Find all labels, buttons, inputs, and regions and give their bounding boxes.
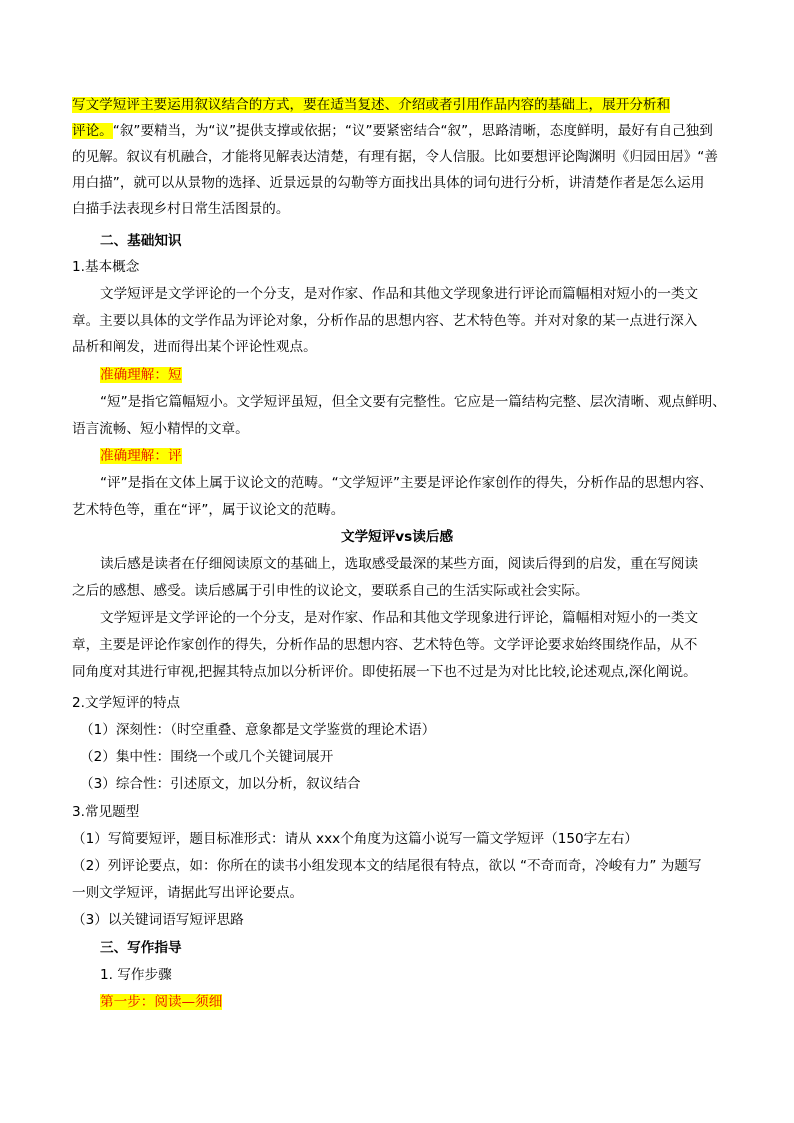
section-heading-basics: 二、基础知识 [100,233,182,249]
dhg-line-1: 读后感是读者在仔细阅读原文的基础上，选取感受最深的某些方面，阅读后得到的启发，重在写阅读 [100,556,699,572]
short-line-1: “短”是指它篇幅短小。文学短评虽短，但全文要有完整性。它应是一篇结构完整、层次清晰、观点鲜明、 [100,394,726,410]
ping-line-2: 艺术特色等，重在“评”，属于议论文的范畴。 [72,502,345,518]
step-1-label: 第一步：阅读—须细 [100,994,223,1010]
dp-line-1: 文学短评是文学评论的一个分支，是对作家、作品和其他文学现象进行评论，篇幅相对短小的一类文 [100,610,699,626]
trait-item-3: （3）综合性：引述原文，加以分析，叙议结合 [80,776,361,792]
intro-line-4: 用白描”，就可以从景物的选择、近景远景的勾勒等方面找出具体的词句进行分析，讲清楚作者是怎么运用 [72,175,705,191]
section-heading-writing-guide: 三、写作指导 [100,940,182,956]
subheading-question-types: 3.常见题型 [72,804,140,820]
concept-line-2: 章。主要以具体的文学作品为评论对象，分析作品的思想内容、艺术特色等。并对对象的某一点进行深入 [72,313,698,329]
concept-line-3: 品析和阐发，进而得出某个评论性观点。 [72,339,317,355]
intro-line-5: 白描手法表现乡村日常生活图景的。 [72,201,290,217]
intro-line-2: 评论。“叙”要精当，为“议”提供支撑或依据；“议”要紧密结合“叙”，思路清晰，态度鲜明，最好有自己独到 [72,123,713,139]
ping-line-1: “评”是指在文体上属于议论文的范畴。“文学短评”主要是评论作家创作的得失，分析作品的思想内容、 [100,475,713,491]
intro-line-1: 写文学短评主要运用叙议结合的方式，要在适当复述、介绍或者引用作品内容的基础上，展开分析和 [72,97,671,113]
label-understand-ping: 准确理解：评 [100,448,182,464]
type-item-1: （1）写简要短评，题目标准形式：请从 xxx个角度为这篇小说写一篇文学短评（150字左右） [72,831,639,847]
label-understand-short: 准确理解：短 [100,367,182,383]
compare-heading: 文学短评vs读后感 [340,529,454,545]
subheading-traits: 2.文学短评的特点 [72,695,181,711]
subheading-basic-concept: 1.基本概念 [72,259,140,275]
concept-line-1: 文学短评是文学评论的一个分支，是对作家、作品和其他文学现象进行评论而篇幅相对短小的一类文 [100,286,699,302]
type-item-2: （2）列评论要点，如：你所在的读书小组发现本文的结尾很有特点，欲以 “不奇而奇，冷峻有力” 为题写 [72,858,702,874]
intro-line-3: 的见解。叙议有机融合，才能将见解表达清楚，有理有据，令人信服。比如要想评论陶渊明《归园田居》“善 [72,149,718,165]
trait-item-1: （1）深刻性：（时空重叠、意象都是文学鉴赏的理论术语） [80,722,436,738]
short-line-2: 语言流畅、短小精悍的文章。 [72,421,249,437]
dhg-line-2: 之后的感想、感受。读后感属于引申性的议论文，要联系自己的生活实际或社会实际。 [72,583,589,599]
type-item-3: （3）以关键词语写短评思路 [72,912,244,928]
type-item-2-cont: 一则文学短评，请据此写出评论要点。 [72,885,304,901]
dp-line-2: 章，主要是评论作家创作的得失，分析作品的思想内容、艺术特色等。文学评论要求始终围绕作品，从不 [72,637,698,653]
subheading-writing-steps: 1. 写作步骤 [100,967,172,983]
dp-line-3: 同角度对其进行审视,把握其特点加以分析评价。即使拓展一下也不过是为对比比较,论述观点,深化阐说。 [72,664,697,680]
trait-item-2: （2）集中性：围绕一个或几个关键词展开 [80,749,334,765]
